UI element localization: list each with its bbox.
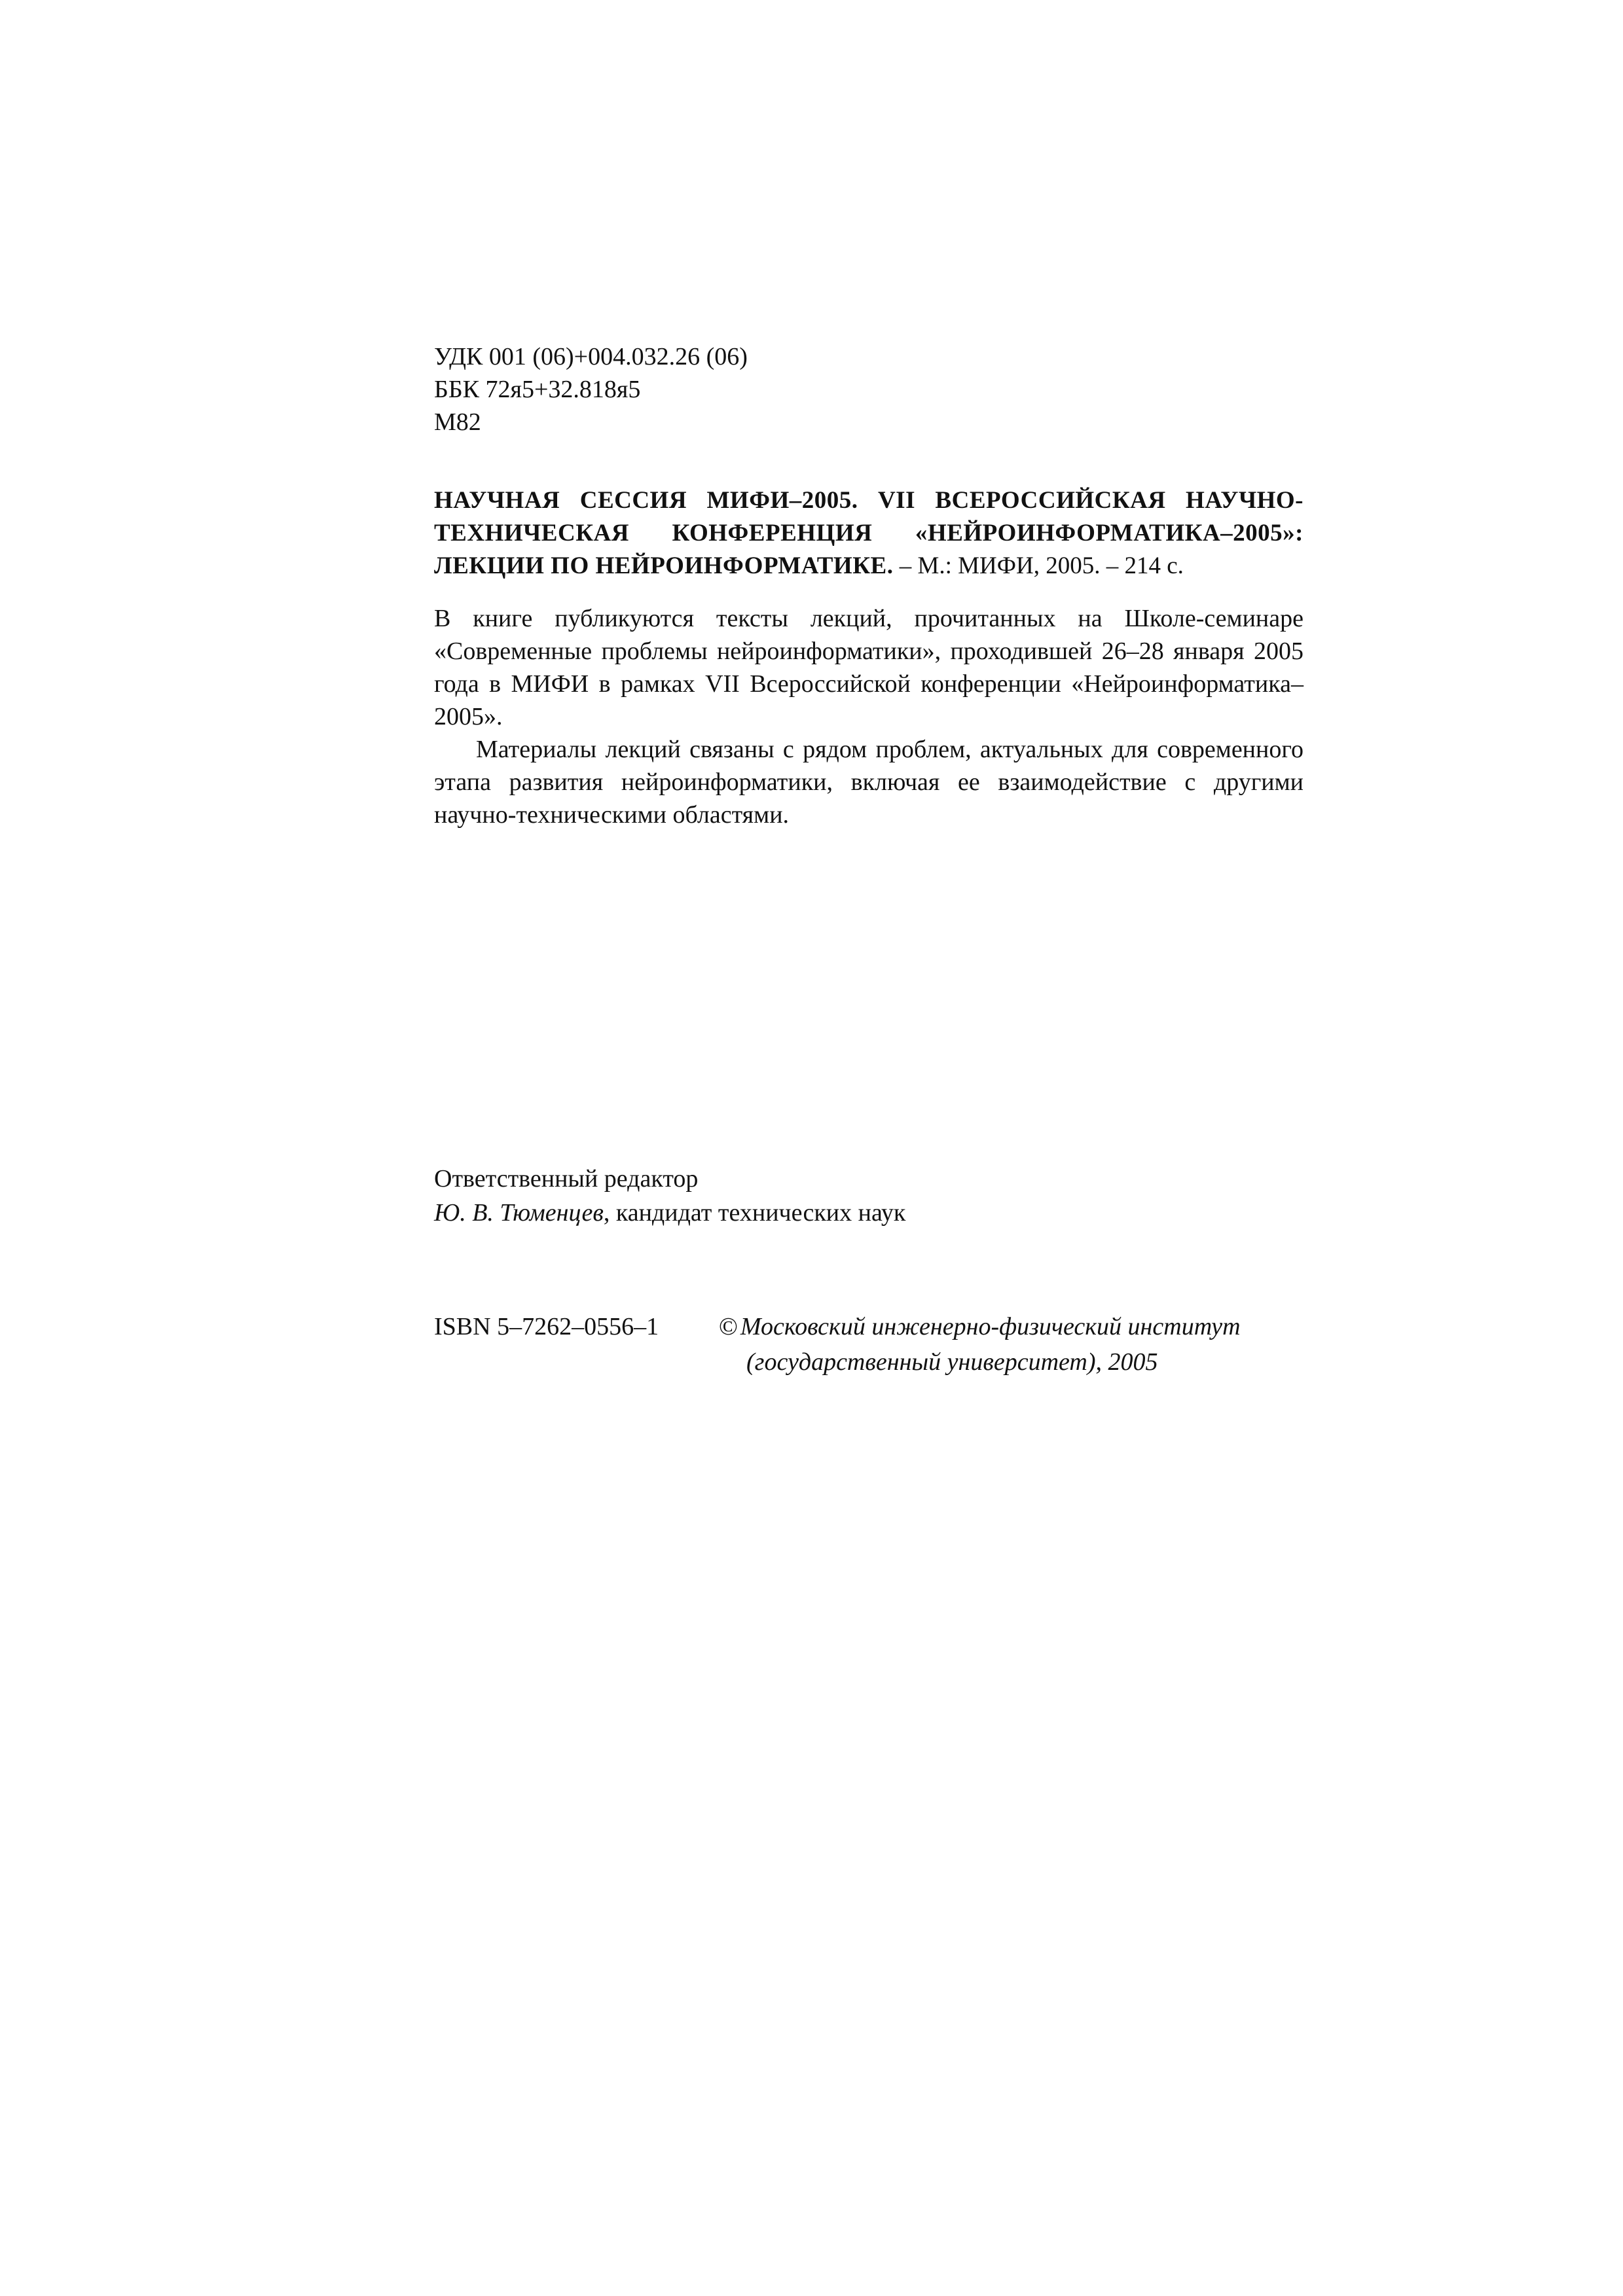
- editor-name: Ю. В. Тюменцев: [434, 1199, 604, 1227]
- isbn: ISBN 5–7262–0556–1: [434, 1313, 659, 1340]
- author-mark: М82: [434, 408, 481, 436]
- bbk-code: ББК 72я5+32.818я5: [434, 376, 641, 403]
- editor-role: Ответственный редактор: [434, 1165, 699, 1193]
- udk-code: УДК 001 (06)+004.032.26 (06): [434, 343, 748, 370]
- copyright-holder: Московский инженерно-физический институт: [740, 1313, 1241, 1340]
- copyright: [719, 1309, 1311, 1380]
- bibliographic-title: [434, 484, 1304, 583]
- abstract-paragraph-2: Материалы лекций связаны с рядом проблем, актуальных для современного этапа развития нейроинформатики, включая ее взаимодействие с другими научно-техническими областями.: [434, 736, 1304, 829]
- copyright-holder-line-2: (государственный университет), 2005: [746, 1348, 1158, 1376]
- imprint: – М.: МИФИ, 2005. – 214 с.: [893, 552, 1184, 579]
- book-title: НАУЧНАЯ СЕССИЯ МИФИ–2005. VII ВСЕРОССИЙСКАЯ НАУЧНО-ТЕХНИЧЕСКАЯ КОНФЕРЕНЦИЯ «НЕЙРОИНФОРМАТИКА–2005»: ЛЕКЦИИ ПО НЕЙРОИНФОРМАТИКЕ.: [434, 487, 1304, 579]
- abstract-paragraph-1: В книге публикуются тексты лекций, прочитанных на Школе-семинаре «Современные проблемы нейроинформатики», проходившей 26–28 января 2005 года в МИФИ в рамках VII Всероссийской конференции «Нейроинформатика–2005».: [434, 605, 1304, 730]
- editor-line: [434, 1196, 1304, 1230]
- copyright-icon: ©: [719, 1313, 738, 1340]
- abstract: [434, 602, 1304, 831]
- editor-info: [434, 1162, 1304, 1230]
- editor-degree: , кандидат технических наук: [603, 1199, 906, 1227]
- classification-codes: [434, 340, 1304, 439]
